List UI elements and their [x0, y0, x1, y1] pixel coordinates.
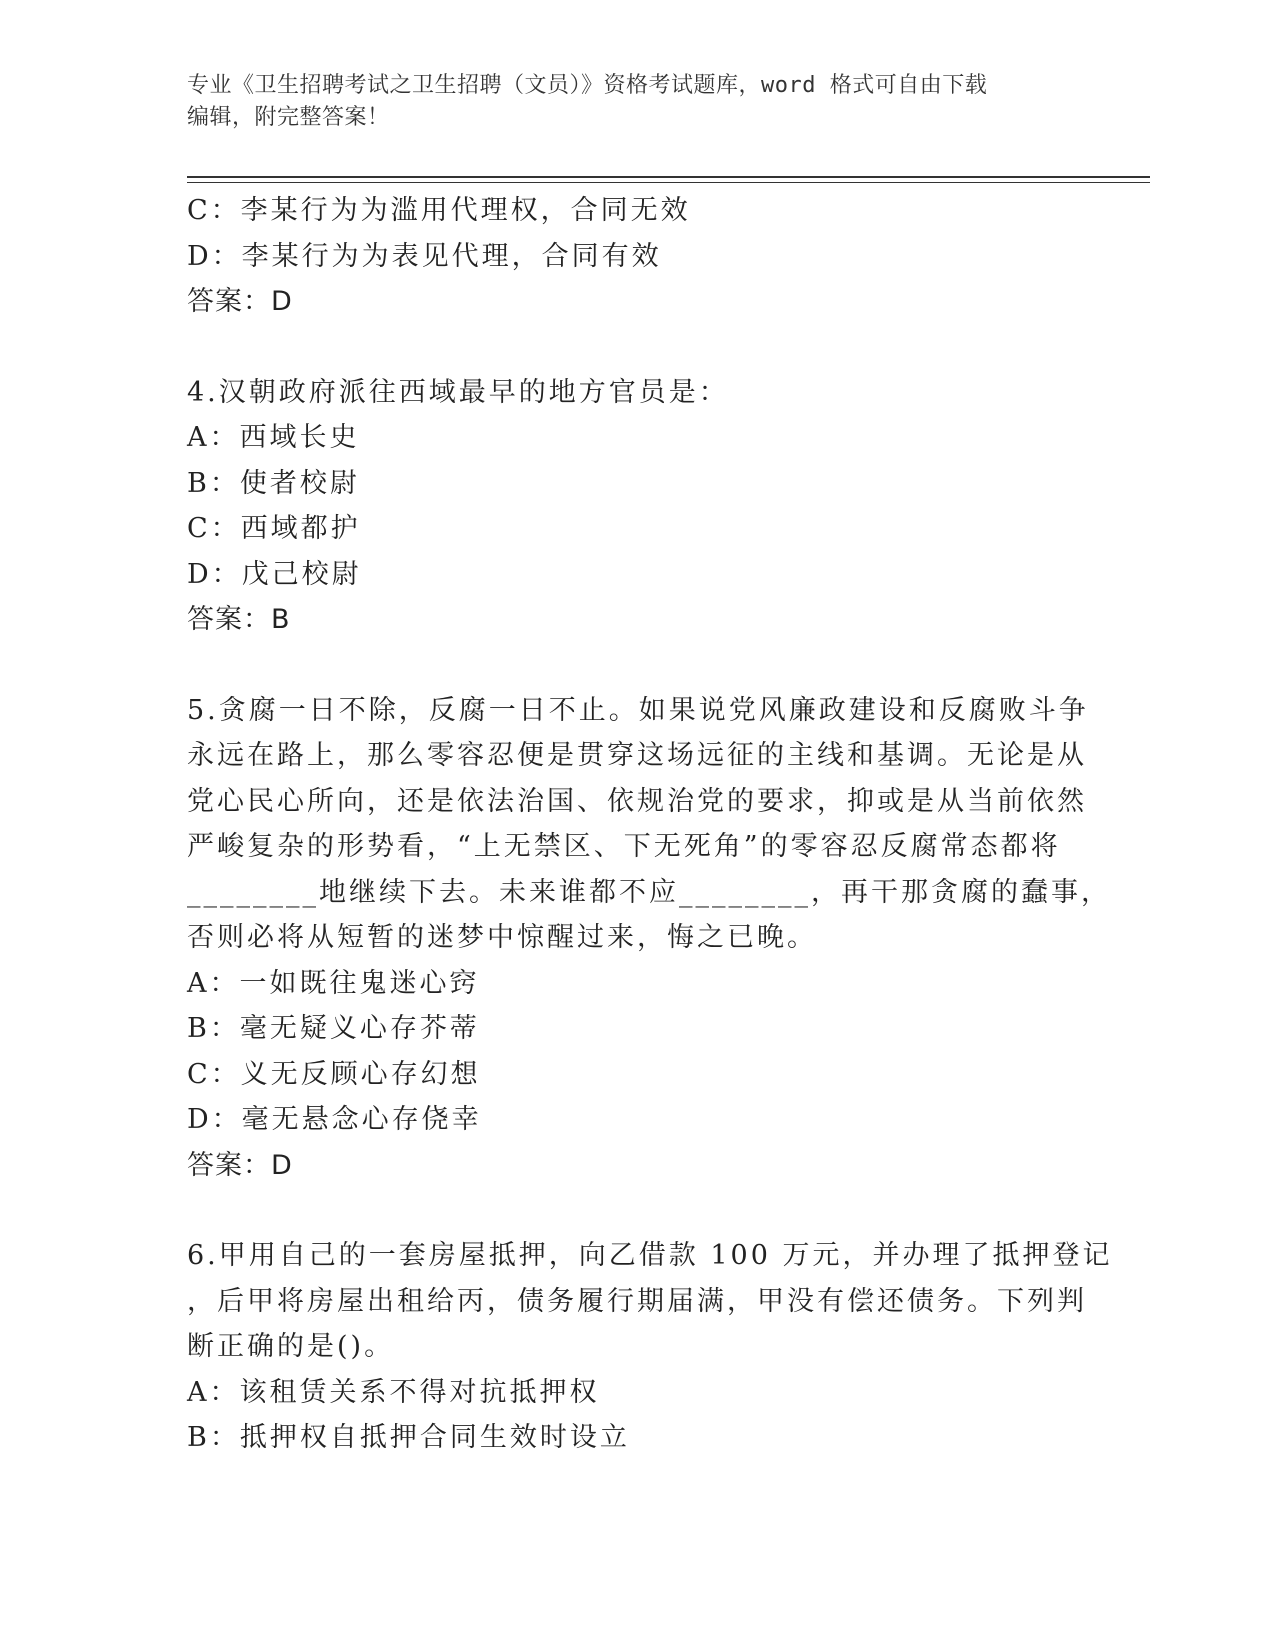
q3-option-c: C：李某行为为滥用代理权，合同无效	[187, 195, 691, 226]
header-rule-thin	[187, 182, 1150, 183]
q4-option-c: C：西域都护	[187, 513, 361, 544]
q5-option-a: A：一如既往鬼迷心窍	[187, 967, 480, 999]
q5-question-line: 严峻复杂的形势看，“上无禁区、下无死角”的零容忍反腐常态都将	[187, 831, 1061, 862]
q5-question-line: 5.贪腐一日不除，反腐一日不止。如果说党风廉政建设和反腐败斗争	[187, 694, 1089, 726]
q6-option-b: B：抵押权自抵押合同生效时设立	[187, 1422, 630, 1453]
q3-option-d: D：李某行为为表见代理，合同有效	[187, 240, 662, 272]
q4-answer: 答案：B	[187, 604, 291, 635]
q3-answer: 答案：D	[187, 286, 293, 317]
q6-option-a: A：该租赁关系不得对抗抵押权	[187, 1376, 600, 1408]
question-content	[187, 188, 1113, 1461]
q5-option-b: B：毫无疑义心存芥蒂	[187, 1013, 480, 1044]
q4-option-a: A：西域长史	[187, 422, 360, 453]
q5-question-line: 党心民心所向，还是依法治国、依规治党的要求，抑或是从当前依然	[187, 785, 1087, 817]
q6-question-line: 6.甲用自己的一套房屋抵押，向乙借款 100 万元，并办理了抵押登记	[187, 1240, 1113, 1271]
q5-option-d: D：毫无悬念心存侥幸	[187, 1104, 482, 1135]
q4-option-b: B：使者校尉	[187, 467, 360, 499]
q4-question: 4.汉朝政府派往西域最早的地方官员是：	[187, 376, 729, 408]
q5-question-line: 永远在路上，那么零容忍便是贯穿这场远征的主线和基调。无论是从	[187, 740, 1087, 771]
q6-question-line: 断正确的是()。	[187, 1331, 395, 1362]
q5-question-line: 否则必将从短暂的迷梦中惊醒过来，悔之已晚。	[187, 922, 817, 953]
q4-option-d: D：戊己校尉	[187, 558, 362, 590]
header-line-1: 专业《卫生招聘考试之卫生招聘（文员）》资格考试题库，word 格式可自由下载	[187, 73, 988, 98]
q6-question-line: ，后甲将房屋出租给丙，债务履行期届满，甲没有偿还债务。下列判	[187, 1285, 1087, 1317]
q5-question-line: ________地继续下去。未来谁都不应________，再干那贪腐的蠢事，	[187, 876, 1111, 908]
header-rule-thick	[187, 176, 1150, 178]
q5-answer: 答案：D	[187, 1149, 293, 1181]
q5-option-c: C：义无反顾心存幻想	[187, 1058, 481, 1090]
header-line-2: 编辑，附完整答案！	[187, 105, 390, 130]
page-header	[187, 70, 1087, 134]
